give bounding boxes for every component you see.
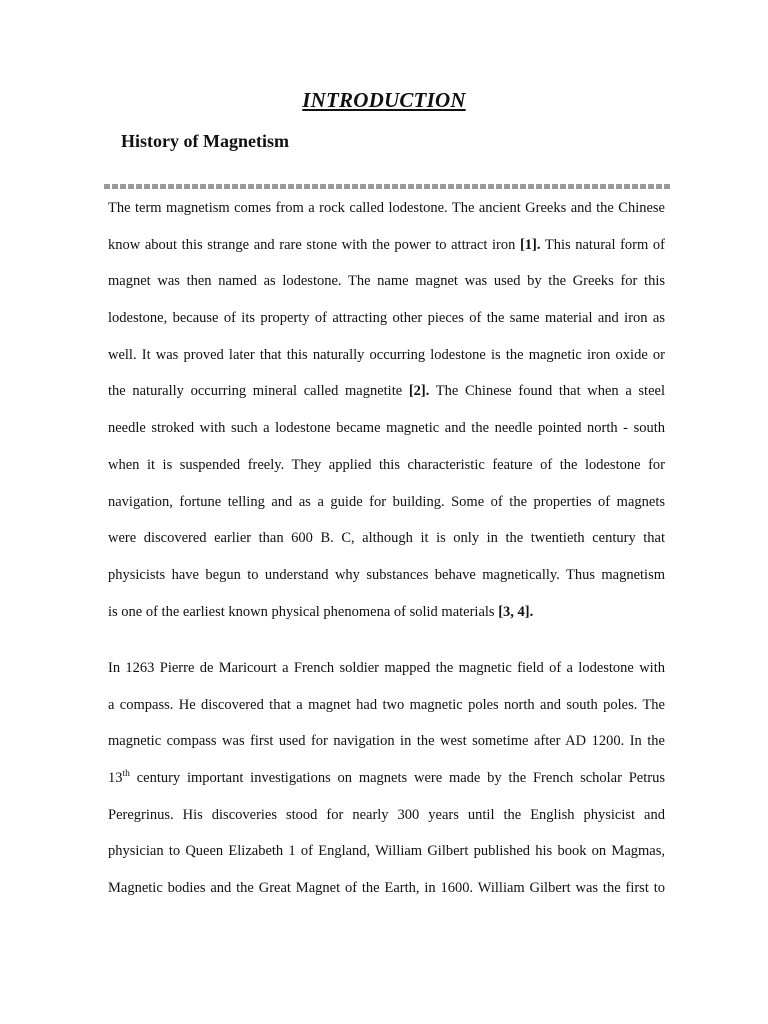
paragraph-line: physician to Queen Elizabeth 1 of England, William Gilbert published his book on Magmas,: [108, 843, 665, 860]
line-text: 13: [108, 770, 123, 787]
paragraph-line: [108, 233, 665, 270]
superscript: th: [122, 769, 130, 780]
citation-ref: [3, 4].: [498, 603, 534, 620]
citation-ref: [2].: [408, 383, 430, 400]
paragraph-line: magnetic compass was first used for navigation in the west sometime after AD 1200. In the: [108, 733, 665, 750]
paragraph-line: a compass. He discovered that a magnet had two magnetic poles north and south poles. The: [108, 696, 665, 713]
paragraph-history: [108, 196, 665, 636]
paragraph-line: The term magnetism comes from a rock called lodestone. The ancient Greeks and the Chinese: [108, 200, 665, 216]
paragraph-line: [108, 600, 665, 637]
paragraph-line: In 1263 Pierre de Maricourt a French soldier mapped the magnetic field of a lodestone with: [108, 660, 665, 676]
page-title: INTRODUCTION: [302, 88, 466, 112]
line-text: century important investigations on magnets were made by the French scholar Petrus: [129, 770, 665, 787]
citation-ref: [1].: [519, 236, 541, 253]
line-text: The Chinese found that when a steel: [429, 383, 665, 400]
paragraph-line: physicists have begun to understand why substances behave magnetically. Thus magnetism: [108, 566, 665, 583]
paragraph-line: were discovered earlier than 600 B. C, although it is only in the twentieth century that: [108, 530, 665, 547]
line-text: know about this strange and rare stone with the power to attract iron: [108, 236, 520, 253]
paragraph-line: Magnetic bodies and the Great Magnet of the Earth, in 1600. William Gilbert was the first to: [108, 880, 665, 897]
paragraph-line: [108, 379, 665, 416]
section-heading: History of Magnetism: [121, 131, 289, 151]
line-text: is one of the earliest known physical phenomena of solid materials: [108, 603, 499, 620]
paragraph-line: lodestone, because of its property of attracting other pieces of the same material and iron as: [108, 310, 665, 327]
paragraph-line: needle stroked with such a lodestone became magnetic and the needle pointed north - south: [108, 420, 665, 437]
paragraph-line: Peregrinus. His discoveries stood for nearly 300 years until the English physicist and: [108, 806, 665, 823]
paragraph-maricourt: [108, 656, 665, 913]
paragraph-line: when it is suspended freely. They applied this characteristic feature of the lodestone for: [108, 456, 665, 473]
line-text: the naturally occurring mineral called magnetite: [108, 383, 409, 400]
paragraph-line: [108, 766, 665, 803]
paragraph-line: navigation, fortune telling and as a guide for building. Some of the properties of magnets: [108, 493, 665, 510]
paragraph-line: magnet was then named as lodestone. The name magnet was used by the Greeks for this: [108, 273, 665, 290]
line-text: This natural form of: [540, 236, 665, 253]
paragraph-line: well. It was proved later that this naturally occurring lodestone is the magnetic iron oxide or: [108, 346, 665, 363]
dashed-divider: [104, 184, 671, 189]
